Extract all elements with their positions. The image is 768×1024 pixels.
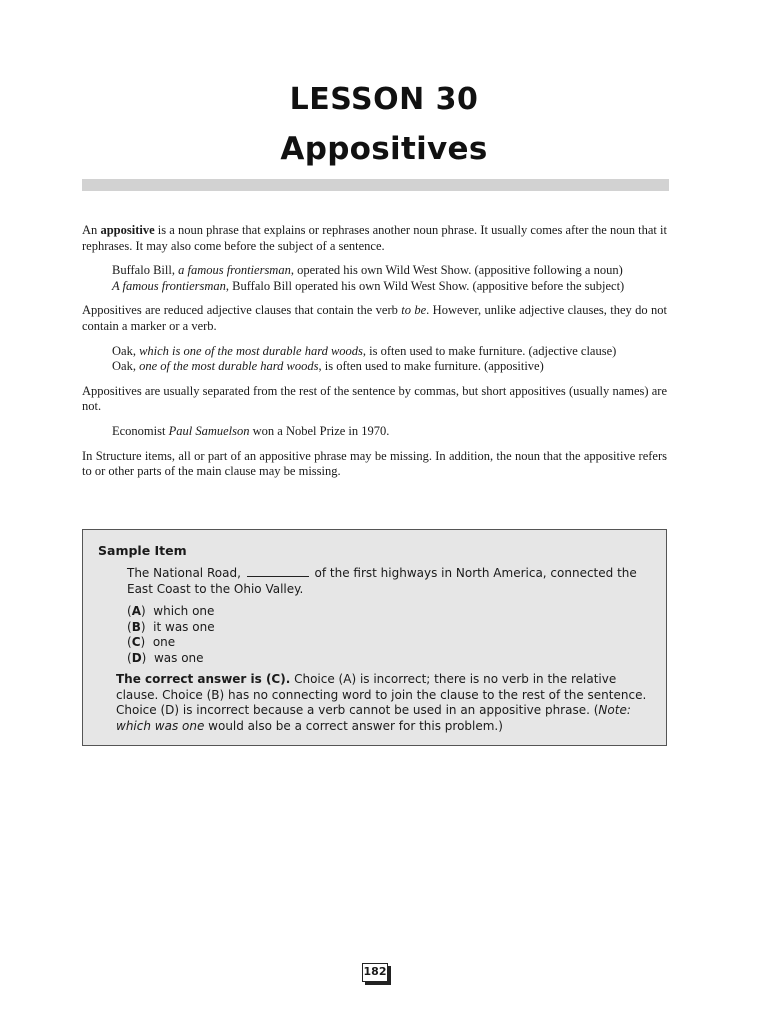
page-number: 182 [362, 963, 388, 982]
key-term: appositive [100, 223, 155, 237]
example-group-2 [82, 344, 667, 375]
choice-b: (B) it was one [127, 619, 215, 634]
punctuation-paragraph: Appositives are usually separated from the rest of the sentence by commas, but short appositives (usually names) are not. [82, 383, 667, 414]
lesson-number: LESSON 30 [289, 82, 479, 117]
lesson-body [82, 223, 667, 489]
answer-blank [247, 565, 309, 577]
choice-d: (D) was one [127, 650, 204, 665]
example-sentence: A famous frontiersman, Buffalo Bill operated his own Wild West Show. (appositive before the subject) [112, 278, 625, 293]
example-sentence: Economist Paul Samuelson won a Nobel Prize in 1970. [112, 423, 390, 438]
answer-explanation: The correct answer is (C). Choice (A) is incorrect; there is no verb in the relative clause. Choice (B) has no connecting word to join the clause to the rest of the sentence. Choice (D) is incorrect because a verb cannot be used in an appositive phrase. (Note: which was one would also be a correct answer for this problem.) [116, 672, 647, 733]
choice-c: (C) one [127, 635, 176, 649]
answer-choices [127, 604, 215, 666]
example-group-3 [82, 424, 667, 440]
example-sentence: Buffalo Bill, a famous frontiersman, operated his own Wild West Show. (appositive following a noun) [112, 263, 623, 278]
question-stem: The National Road, of the first highways in North America, connected the East Coast to the Ohio Valley. [127, 566, 637, 596]
sample-item-box [82, 529, 667, 746]
choice-a: (A) which one [127, 604, 215, 618]
example-group-1 [82, 263, 667, 294]
example-sentence: Oak, which is one of the most durable hard woods, is often used to make furniture. (adjective clause) [112, 343, 617, 358]
title-divider [82, 179, 669, 191]
lesson-title: Appositives [280, 131, 488, 167]
example-sentence: Oak, one of the most durable hard woods, is often used to make furniture. (appositive) [112, 359, 544, 374]
explanation-paragraph: Appositives are reduced adjective clauses that contain the verb to be. However, unlike adjective clauses, they do not contain a marker or a verb. [82, 303, 668, 333]
structure-paragraph: In Structure items, all or part of an appositive phrase may be missing. In addition, the noun that the appositive refers to or other parts of the main clause may be missing. [82, 448, 667, 479]
sample-item-heading: Sample Item [98, 543, 187, 558]
definition-paragraph: An appositive is a noun phrase that explains or rephrases another noun phrase. It usually comes after the noun that it rephrases. It may also come before the subject of a sentence. [82, 223, 667, 253]
